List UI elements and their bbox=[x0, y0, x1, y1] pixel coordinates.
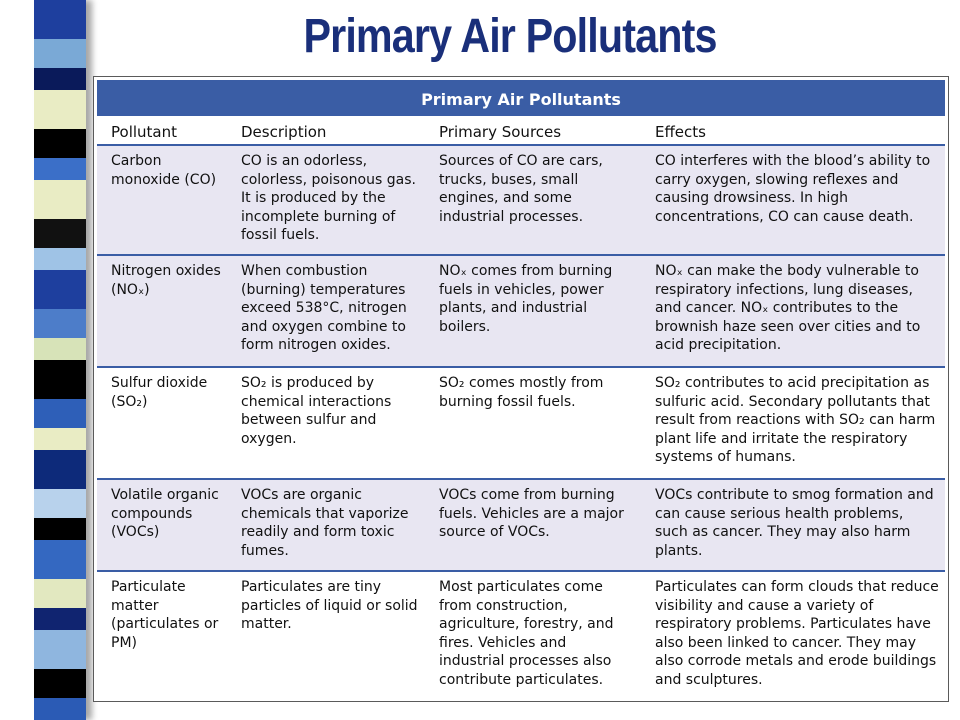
table-row bbox=[97, 571, 945, 701]
stripe-segment bbox=[34, 158, 86, 181]
header-effects: Effects bbox=[641, 116, 945, 145]
stripe-segment bbox=[34, 248, 86, 271]
pollutants-table bbox=[97, 116, 945, 701]
pollutants-table-frame bbox=[93, 76, 949, 702]
header-pollutant: Pollutant bbox=[97, 116, 227, 145]
pollutant-cell: Carbon monoxide (CO) bbox=[97, 145, 227, 255]
table-header-row bbox=[97, 116, 945, 145]
stripe-segment bbox=[34, 630, 86, 669]
header-primary-sources: Primary Sources bbox=[425, 116, 641, 145]
effects-cell: Particulates can form clouds that reduce visibility and cause a variety of respiratory problems. Particulates have also been linked to cancer. They may also corrode metals and erode buildings and sculptures. bbox=[641, 571, 945, 701]
table-row bbox=[97, 255, 945, 367]
description-cell: VOCs are organic chemicals that vaporize readily and form toxic fumes. bbox=[227, 479, 425, 571]
table-row bbox=[97, 367, 945, 479]
stripe-segment bbox=[34, 698, 86, 720]
effects-cell: NOₓ can make the body vulnerable to respiratory infections, lung diseases, and cancer. NOₓ contributes to the brownish haze seen over cities and to acid precipitation. bbox=[641, 255, 945, 367]
stripe-segment bbox=[34, 540, 86, 579]
description-cell: When combustion (burning) temperatures exceed 538°C, nitrogen and oxygen combine to form nitrogen oxides. bbox=[227, 255, 425, 367]
pollutant-cell: Sulfur dioxide (SO₂) bbox=[97, 367, 227, 479]
sources-cell: SO₂ comes mostly from burning fossil fuels. bbox=[425, 367, 641, 479]
stripe-segment bbox=[34, 180, 86, 219]
pollutant-cell: Volatile organic compounds (VOCs) bbox=[97, 479, 227, 571]
stripe-segment bbox=[34, 309, 86, 337]
stripe-segment bbox=[34, 608, 86, 631]
table-row bbox=[97, 479, 945, 571]
stripe-segment bbox=[34, 39, 86, 67]
stripe-segment bbox=[34, 518, 86, 541]
stripe-segment bbox=[34, 0, 86, 39]
sources-cell: VOCs come from burning fuels. Vehicles are a major source of VOCs. bbox=[425, 479, 641, 571]
stripe-segment bbox=[34, 360, 86, 399]
slide-title: Primary Air Pollutants bbox=[303, 10, 717, 63]
pollutant-cell: Nitrogen oxides (NOₓ) bbox=[97, 255, 227, 367]
sources-cell: NOₓ comes from burning fuels in vehicles, power plants, and industrial boilers. bbox=[425, 255, 641, 367]
stripe-segment bbox=[34, 129, 86, 157]
stripe-segment bbox=[34, 219, 86, 247]
header-description: Description bbox=[227, 116, 425, 145]
stripe-segment bbox=[34, 579, 86, 607]
decorative-stripe bbox=[34, 0, 86, 720]
effects-cell: SO₂ contributes to acid precipitation as sulfuric acid. Secondary pollutants that result from reactions with SO₂ can harm plant life and irritate the respiratory systems of humans. bbox=[641, 367, 945, 479]
effects-cell: CO interferes with the blood’s ability to carry oxygen, slowing reflexes and causing drowsiness. In high concentrations, CO can cause death. bbox=[641, 145, 945, 255]
stripe-segment bbox=[34, 90, 86, 129]
stripe-segment bbox=[34, 270, 86, 309]
stripe-segment bbox=[34, 428, 86, 451]
description-cell: CO is an odorless, colorless, poisonous gas. It is produced by the incomplete burning of fossil fuels. bbox=[227, 145, 425, 255]
effects-cell: VOCs contribute to smog formation and can cause serious health problems, such as cancer. They may also harm plants. bbox=[641, 479, 945, 571]
description-cell: Particulates are tiny particles of liquid or solid matter. bbox=[227, 571, 425, 701]
stripe-segment bbox=[34, 450, 86, 489]
sources-cell: Most particulates come from construction, agriculture, forestry, and fires. Vehicles and industrial processes also contribute particulates. bbox=[425, 571, 641, 701]
stripe-segment bbox=[34, 669, 86, 697]
stripe-segment bbox=[34, 399, 86, 427]
pollutant-cell: Particulate matter (particulates or PM) bbox=[97, 571, 227, 701]
table-row bbox=[97, 145, 945, 255]
stripe-segment bbox=[34, 68, 86, 91]
description-cell: SO₂ is produced by chemical interactions between sulfur and oxygen. bbox=[227, 367, 425, 479]
stripe-segment bbox=[34, 338, 86, 361]
table-caption: Primary Air Pollutants bbox=[97, 80, 945, 116]
stripe-segment bbox=[34, 489, 86, 517]
sources-cell: Sources of CO are cars, trucks, buses, small engines, and some industrial processes. bbox=[425, 145, 641, 255]
